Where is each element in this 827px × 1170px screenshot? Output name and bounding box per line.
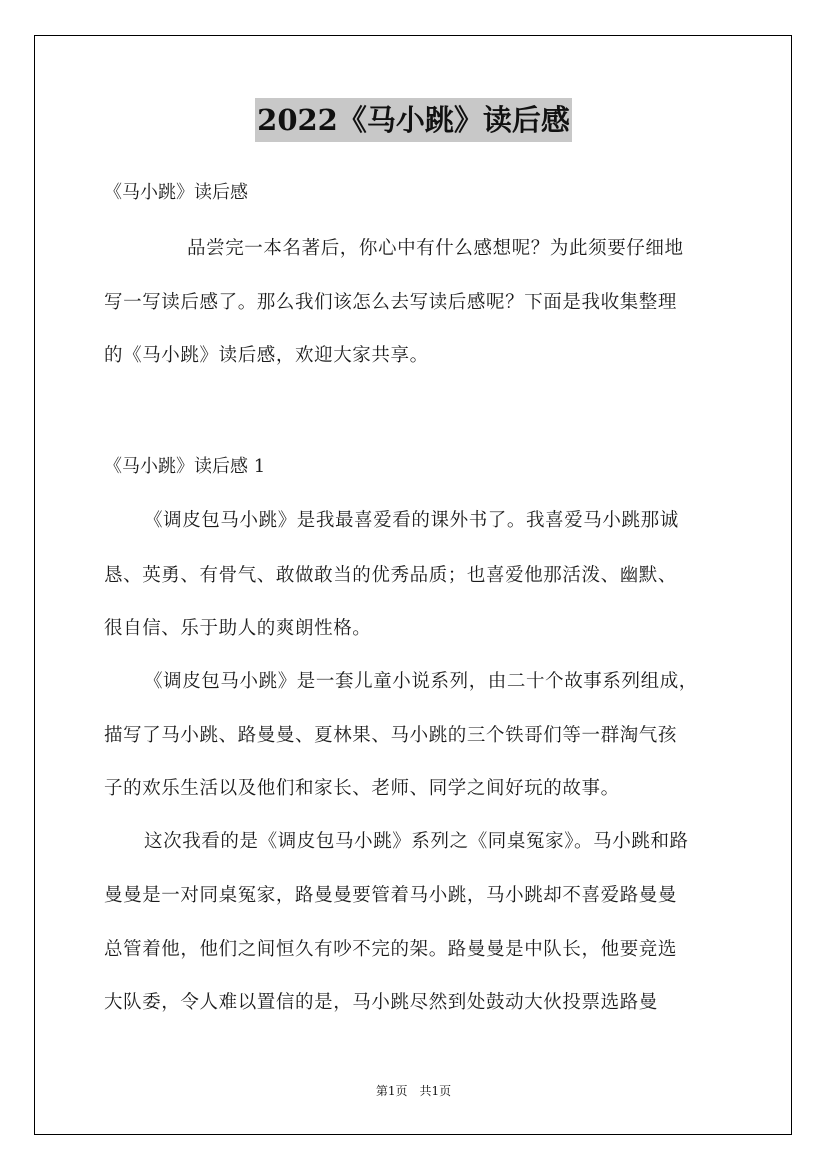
body-line: 子的欢乐生活以及他们和家长、老师、同学之间好玩的故事。	[104, 778, 620, 799]
page-footer: 第1页 共1页	[375, 1084, 452, 1098]
intro-line: 写一写读后感了。那么我们该怎么去写读后感呢？下面是我收集整理	[104, 292, 678, 313]
document-title: 2022《马小跳》读后感	[255, 98, 572, 142]
section-heading: 《马小跳》读后感 1	[104, 456, 266, 477]
intro-line: 的《马小跳》读后感，欢迎大家共享。	[104, 345, 429, 366]
body-line: 曼曼是一对同桌冤家，路曼曼要管着马小跳，马小跳却不喜爱路曼曼	[104, 885, 678, 906]
body-line: 这次我看的是《调皮包马小跳》系列之《同桌冤家》。马小跳和路	[144, 831, 689, 852]
body-line: 《调皮包马小跳》是我最喜爱看的课外书了。我喜爱马小跳那诚	[144, 510, 679, 531]
intro-line: 品尝完一本名著后，你心中有什么感想呢？为此须要仔细地	[187, 238, 684, 259]
body-line: 描写了马小跳、路曼曼、夏林果、马小跳的三个铁哥们等一群淘气孩	[104, 725, 678, 746]
body-line: 大队委，令人难以置信的是，马小跳尽然到处鼓动大伙投票选路曼	[104, 992, 658, 1013]
body-line: 《调皮包马小跳》是一套儿童小说系列，由二十个故事系列组成，	[144, 671, 698, 692]
body-line: 总管着他，他们之间恒久有吵不完的架。路曼曼是中队长，他要竞选	[104, 939, 678, 960]
body-line: 恳、英勇、有骨气、敢做敢当的优秀品质；也喜爱他那活泼、幽默、	[104, 565, 678, 586]
document-subtitle: 《马小跳》读后感	[104, 182, 248, 203]
body-line: 很自信、乐于助人的爽朗性格。	[104, 618, 372, 639]
title-container	[0, 98, 827, 142]
